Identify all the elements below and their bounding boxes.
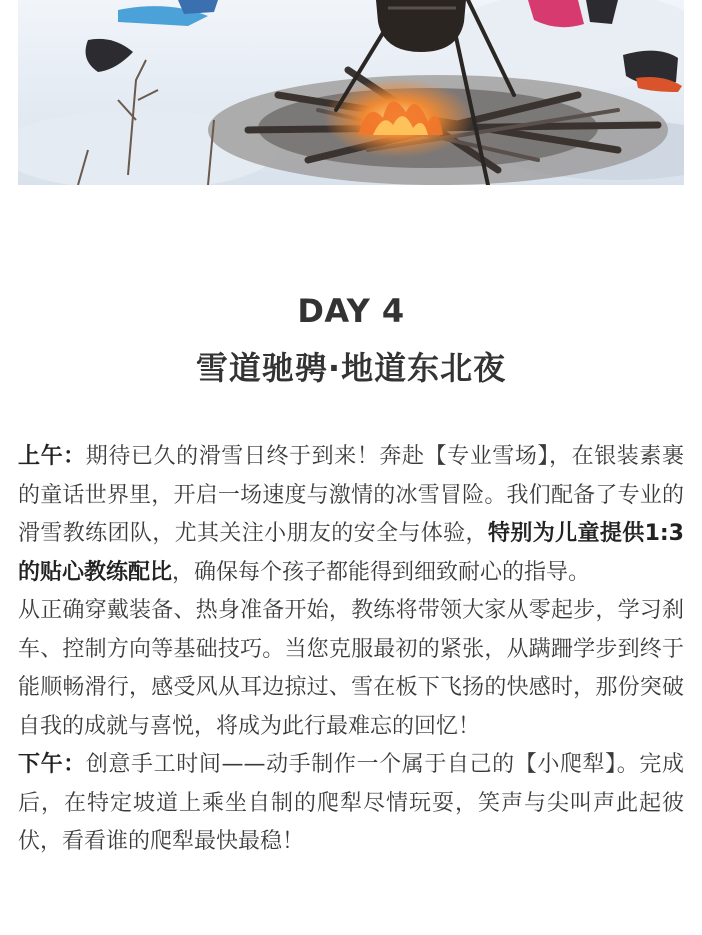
day-subtitle: 雪道驰骋·地道东北夜 — [195, 349, 507, 387]
morning-label: 上午： — [18, 444, 86, 469]
morning-text-start: 期待已久的滑雪日终于到来！奔赴【专业雪场】，在银装素裹的童话世界里，开启一场速度与激情的冰雪冒险。我们配备了专业的滑雪教练团队，尤其关注小朋友的安全与体验， — [18, 444, 684, 546]
skiing-paragraph: 从正确穿戴装备、热身准备开始，教练将带领大家从零起步，学习刹车、控制方向等基础技巧。当您克服最初的紧张，从蹒跚学步到终于能顺畅滑行，感受风从耳边掠过、雪在板下飞扬的快感时，那份突破自我的成就与喜悦，将成为此行最难忘的回忆！ — [18, 598, 684, 739]
coach-ratio-highlight: 特别为儿童提供1:3的贴心教练配比 — [18, 521, 684, 585]
morning-text-end: ，确保每个孩子都能得到细致耐心的指导。 — [172, 559, 591, 585]
campfire-illustration — [18, 0, 684, 185]
day-heading: DAY 4 — [297, 292, 405, 330]
afternoon-text: 创意手工时间——动手制作一个属于自己的【小爬犁】。完成后，在特定坡道上乘坐自制的爬犁尽情玩耍，笑声与尖叫声此起彼伏，看看谁的爬犁最快最稳！ — [18, 752, 684, 854]
campfire-photo — [18, 0, 684, 185]
morning-paragraph — [18, 438, 684, 592]
afternoon-label: 下午： — [18, 752, 86, 777]
itinerary-text — [18, 438, 684, 862]
afternoon-paragraph — [18, 746, 684, 862]
